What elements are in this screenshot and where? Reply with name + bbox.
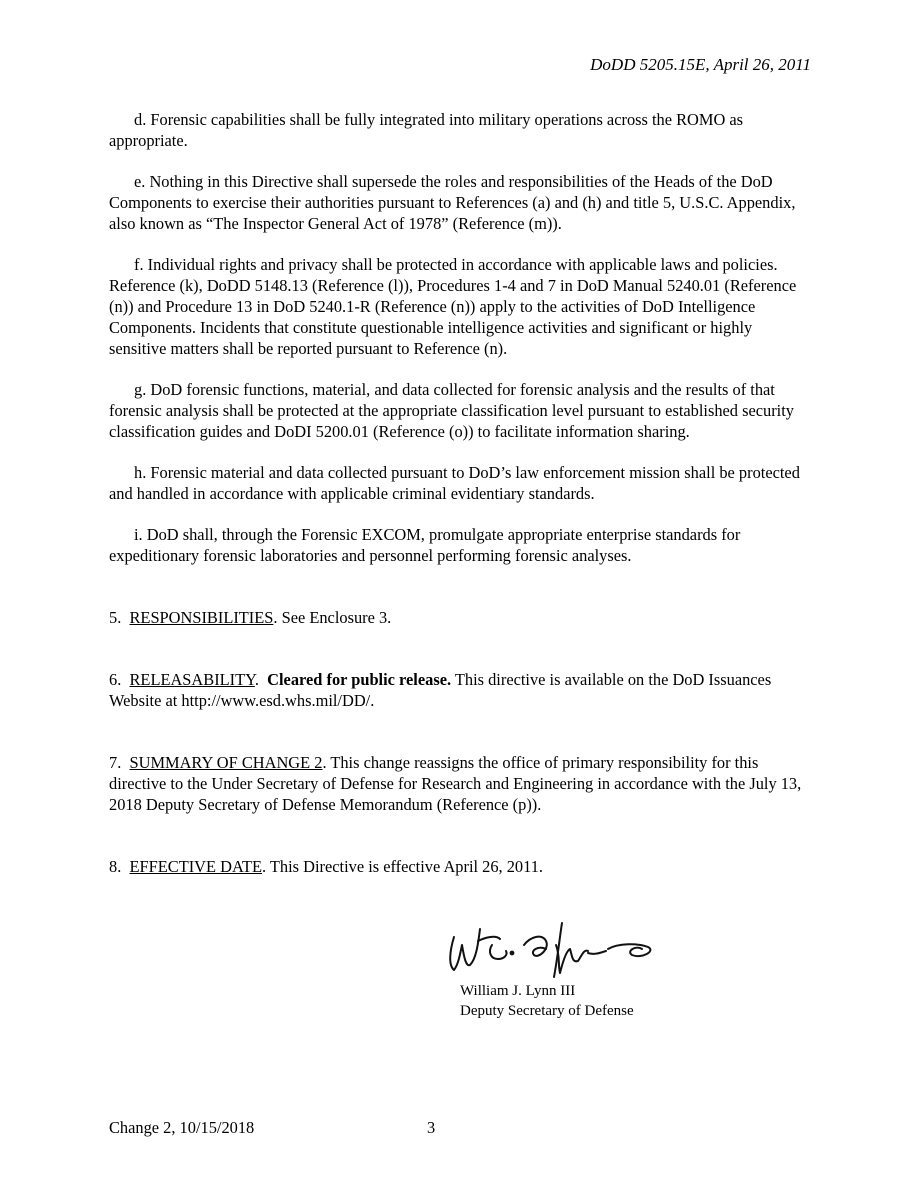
section-heading: SUMMARY OF CHANGE 2 (129, 753, 323, 772)
section-number: 7. (109, 753, 122, 772)
section-releasability (109, 669, 811, 711)
paragraph-f: f. Individual rights and privacy shall be protected in accordance with applicable laws and policies. Reference (k), DoDD 5148.13 (Reference (l)), Procedures 1-4 and 7 in DoD Manual 5240.01 (Reference (n)) and Procedure 13 in DoD 5240.1-R (Reference (n)) apply to the activities of DoD Intelligence Components. Incidents that constitute questionable intelligence activities and significant or highly sensitive matters shall be reported pursuant to Reference (n). (109, 255, 797, 358)
section-number: 6. (109, 670, 122, 689)
signatory-title: Deputy Secretary of Defense (460, 1003, 634, 1019)
paragraph-h: h. Forensic material and data collected pursuant to DoD’s law enforcement mission shall be protected and handled in accordance with applicable criminal evidentiary standards. (109, 463, 800, 503)
paragraph-e: e. Nothing in this Directive shall supersede the roles and responsibilities of the Heads of the DoD Components to exercise their authorities pursuant to References (a) and (h) and title 5, U.S.C. Appendix, also known as “The Inspector General Act of 1978” (Reference (m)). (109, 172, 796, 233)
section-text: . This Directive is effective April 26, 2011. (262, 857, 544, 876)
section-summary-of-change (109, 752, 811, 815)
section-text: This directive is available on the DoD Issuances Website at http://www.esd.whs.mil/DD/. (109, 670, 772, 710)
section-number: 5. (109, 608, 122, 627)
signatory (460, 981, 634, 1021)
section-heading: EFFECTIVE DATE (129, 857, 262, 876)
paragraph-i: i. DoD shall, through the Forensic EXCOM, promulgate appropriate enterprise standards for expeditionary forensic laboratories and personnel performing forensic analyses. (109, 525, 741, 565)
section-text: . See Enclosure 3. (273, 608, 392, 627)
section-separator: . (254, 670, 268, 689)
signatory-name: William J. Lynn III (460, 983, 576, 999)
section-effective-date (109, 856, 811, 877)
public-release-statement: Cleared for public release. (267, 670, 452, 689)
paragraph-g: g. DoD forensic functions, material, and data collected for forensic analysis and the results of that forensic analysis shall be protected at the appropriate classification level pursuant to established security classification guides and DoDI 5200.01 (Reference (o)) to facilitate information sharing. (109, 380, 794, 441)
document-header: DoDD 5205.15E, April 26, 2011 (590, 55, 811, 74)
page-number: 3 (427, 1118, 436, 1137)
footer-change-note: Change 2, 10/15/2018 (109, 1118, 255, 1137)
section-number: 8. (109, 857, 122, 876)
signature-block (442, 915, 682, 1025)
section-responsibilities (109, 607, 811, 628)
document-body (109, 109, 811, 877)
paragraph-d: d. Forensic capabilities shall be fully integrated into military operations across the ROMO as appropriate. (109, 110, 744, 150)
section-text: . This change reassigns the office of primary responsibility for this directive to the Under Secretary of Defense for Research and Engineering in accordance with the July 13, 2018 Deputy Secretary of Defense Memorandum (Reference (p)). (109, 753, 802, 814)
section-heading: RELEASABILITY (129, 670, 255, 689)
section-heading: RESPONSIBILITIES (129, 608, 274, 627)
handwritten-signature (442, 915, 682, 985)
